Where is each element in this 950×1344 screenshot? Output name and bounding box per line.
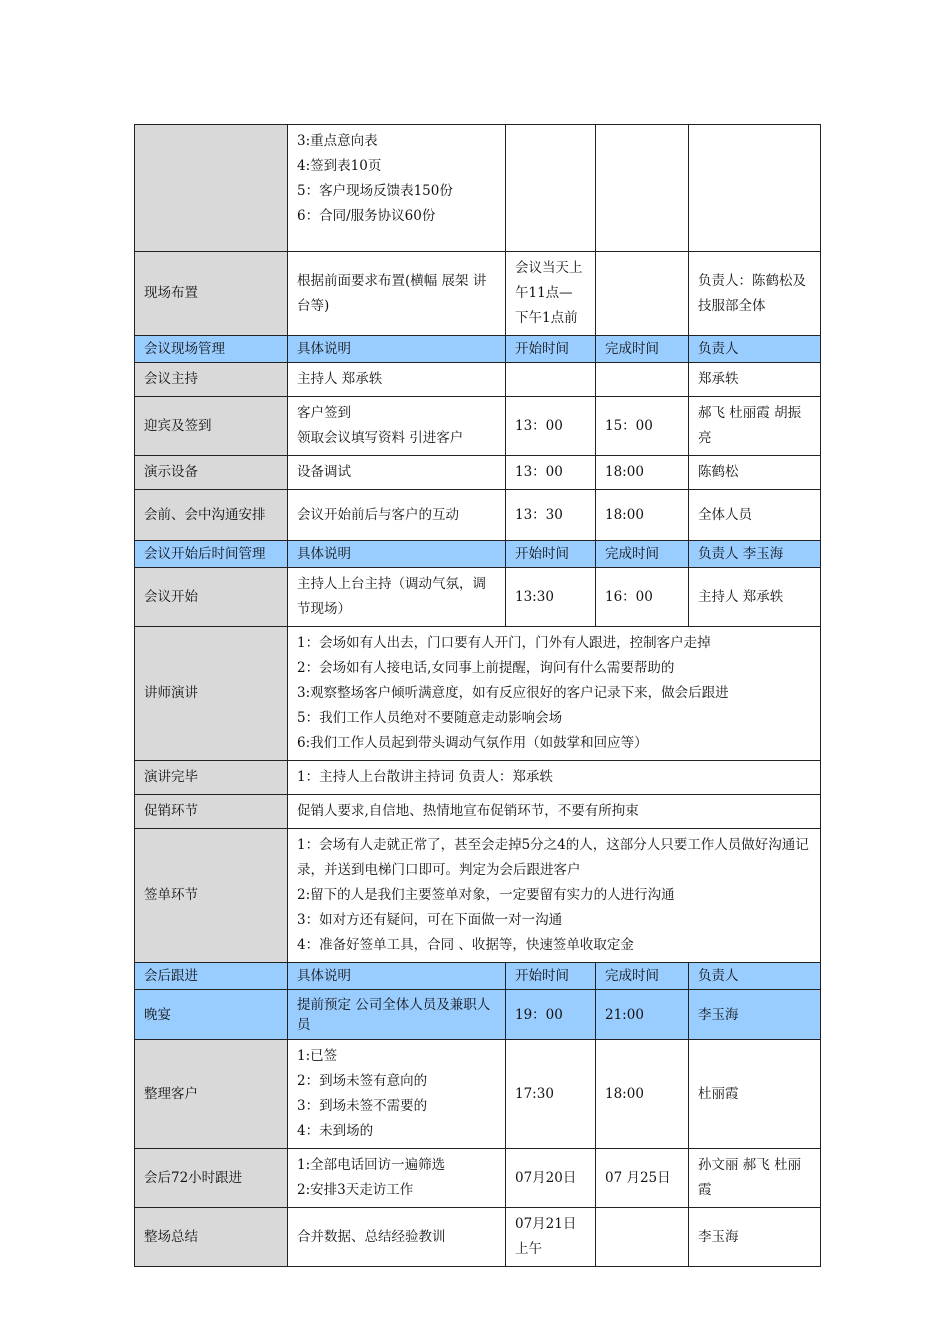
description-line: 2:留下的人是我们主要签单对象，一定要留有实力的人进行沟通	[297, 887, 675, 903]
description-line: 2：到场未签有意向的	[297, 1073, 428, 1089]
owner-cell: 孙文丽 郝飞 杜丽霞	[689, 1149, 821, 1208]
table-row	[135, 456, 821, 490]
row-label: 会议主持	[135, 363, 288, 397]
header-cell: 开始时间	[506, 336, 596, 363]
owner-cell: 负责人：陈鹤松及技服部全体	[689, 252, 821, 336]
description-cell	[288, 829, 821, 963]
start-time-cell: 13：30	[506, 490, 596, 541]
row-label: 迎宾及签到	[135, 397, 288, 456]
row-label: 会议现场管理	[135, 336, 288, 363]
description-line: 4：未到场的	[297, 1123, 374, 1139]
description-line: 根据前面要求布置(横幅 展架 讲台等)	[297, 272, 487, 314]
description-line: 5：我们工作人员绝对不要随意走动影响会场	[297, 710, 563, 726]
table-row	[135, 795, 821, 829]
owner-cell: 杜丽霞	[689, 1040, 821, 1149]
row-label: 晚宴	[135, 990, 288, 1040]
start-time-cell: 17:30	[506, 1040, 596, 1149]
description-cell	[288, 456, 506, 490]
end-time-cell: 15：00	[596, 397, 689, 456]
row-label: 会议开始后时间管理	[135, 541, 288, 568]
row-label: 促销环节	[135, 795, 288, 829]
row-label: 整场总结	[135, 1208, 288, 1267]
end-time-cell: 21:00	[596, 990, 689, 1040]
header-cell: 负责人 李玉海	[689, 541, 821, 568]
table-row	[135, 829, 821, 963]
description-line: 主持人 郑承轶	[297, 371, 383, 387]
description-line: 3：到场未签不需要的	[297, 1098, 428, 1114]
header-cell: 完成时间	[596, 336, 689, 363]
table-row	[135, 627, 821, 761]
start-time-cell	[506, 125, 596, 252]
row-label: 会后72小时跟进	[135, 1149, 288, 1208]
table-row	[135, 568, 821, 627]
table-row	[135, 252, 821, 336]
start-time-cell: 会议当天上午11点—下午1点前	[506, 252, 596, 336]
description-cell	[288, 627, 821, 761]
description-line: 提前预定 公司全体人员及兼职人员	[297, 996, 491, 1033]
end-time-cell: 18:00	[596, 1040, 689, 1149]
start-time-cell: 19：00	[506, 990, 596, 1040]
table-row	[135, 125, 821, 252]
end-time-cell	[596, 252, 689, 336]
table-row	[135, 963, 821, 990]
description-cell	[288, 1149, 506, 1208]
description-line: 客户签到	[297, 405, 351, 421]
row-label: 演示设备	[135, 456, 288, 490]
table-row	[135, 1208, 821, 1267]
description-line: 5：客户现场反馈表150份	[297, 183, 453, 199]
start-time-cell: 13:30	[506, 568, 596, 627]
end-time-cell: 18:00	[596, 490, 689, 541]
owner-cell: 郝飞 杜丽霞 胡振亮	[689, 397, 821, 456]
description-line: 主持人上台主持（调动气氛，调节现场）	[297, 576, 486, 617]
description-line: 1：主持人上台散讲主持词 负责人：郑承轶	[297, 769, 553, 785]
description-line: 合并数据、总结经验教训	[297, 1228, 446, 1245]
owner-cell: 陈鹤松	[689, 456, 821, 490]
table-row	[135, 761, 821, 795]
description-line: 会议开始前后与客户的互动	[297, 506, 459, 523]
row-label: 演讲完毕	[135, 761, 288, 795]
end-time-cell	[596, 125, 689, 252]
description-line: 4：准备好签单工具，合同 、收据等，快速签单收取定金	[297, 937, 634, 953]
end-time-cell: 07 月25日	[596, 1149, 689, 1208]
start-time-cell: 13：00	[506, 397, 596, 456]
row-label: 会前、会中沟通安排	[135, 490, 288, 541]
description-cell	[288, 125, 506, 252]
header-cell: 完成时间	[596, 541, 689, 568]
row-label: 整理客户	[135, 1040, 288, 1149]
header-cell: 完成时间	[596, 963, 689, 990]
description-line: 领取会议填写资料 引进客户	[297, 430, 464, 446]
row-label: 会议开始	[135, 568, 288, 627]
description-cell	[288, 363, 506, 397]
description-line: 2:安排3天走访工作	[297, 1182, 414, 1198]
row-label: 现场布置	[135, 252, 288, 336]
description-cell	[288, 252, 506, 336]
description-cell	[288, 1208, 506, 1267]
start-time-cell	[506, 363, 596, 397]
start-time-cell: 13：00	[506, 456, 596, 490]
table-row	[135, 1040, 821, 1149]
description-line: 3:重点意向表	[297, 133, 378, 149]
owner-cell: 主持人 郑承轶	[689, 568, 821, 627]
end-time-cell: 16：00	[596, 568, 689, 627]
schedule-table	[134, 124, 821, 1267]
header-cell: 负责人	[689, 336, 821, 363]
description-cell	[288, 795, 821, 829]
description-line: 6:我们工作人员起到带头调动气氛作用（如鼓掌和回应等）	[297, 735, 648, 751]
header-cell: 负责人	[689, 963, 821, 990]
description-line: 1：会场有人走就正常了，甚至会走掉5分之4的人，这部分人只要工作人员做好沟通记录，并送到电梯门口即可。判定为会后跟进客户	[297, 837, 809, 878]
table-row	[135, 1149, 821, 1208]
description-line: 促销人要求,自信地、热情地宣布促销环节，不要有所拘束	[297, 803, 639, 819]
header-cell: 具体说明	[288, 336, 506, 363]
table-row	[135, 490, 821, 541]
description-line: 3：如对方还有疑问，可在下面做一对一沟通	[297, 912, 563, 928]
table-row	[135, 336, 821, 363]
description-cell	[288, 1040, 506, 1149]
owner-cell: 全体人员	[689, 490, 821, 541]
description-line: 3:观察整场客户倾听满意度，如有反应很好的客户记录下来，做会后跟进	[297, 685, 729, 701]
description-line: 设备调试	[297, 464, 351, 480]
table-row	[135, 990, 821, 1040]
row-label	[135, 125, 288, 252]
owner-cell: 李玉海	[689, 990, 821, 1040]
owner-cell: 郑承轶	[689, 363, 821, 397]
row-label: 讲师演讲	[135, 627, 288, 761]
header-cell: 具体说明	[288, 541, 506, 568]
description-cell	[288, 397, 506, 456]
description-line: 4:签到表10页	[297, 158, 382, 174]
table-row	[135, 363, 821, 397]
header-cell: 开始时间	[506, 541, 596, 568]
header-cell: 开始时间	[506, 963, 596, 990]
start-time-cell: 07月21日上午	[506, 1208, 596, 1267]
description-cell	[288, 490, 506, 541]
description-line: 1:已签	[297, 1048, 338, 1064]
header-cell: 具体说明	[288, 963, 506, 990]
description-cell	[288, 990, 506, 1040]
owner-cell	[689, 125, 821, 252]
description-line: 2：会场如有人接电话,女同事上前提醒，询问有什么需要帮助的	[297, 660, 675, 676]
table-row	[135, 397, 821, 456]
start-time-cell: 07月20日	[506, 1149, 596, 1208]
table-row	[135, 541, 821, 568]
end-time-cell	[596, 1208, 689, 1267]
description-line: 1：会场如有人出去，门口要有人开门，门外有人跟进，控制客户走掉	[297, 635, 711, 651]
end-time-cell	[596, 363, 689, 397]
row-label: 签单环节	[135, 829, 288, 963]
description-cell	[288, 761, 821, 795]
description-line: 1:全部电话回访一遍筛选	[297, 1157, 446, 1173]
description-cell	[288, 568, 506, 627]
description-line: 6：合同/服务协议60份	[297, 208, 436, 224]
row-label: 会后跟进	[135, 963, 288, 990]
owner-cell: 李玉海	[689, 1208, 821, 1267]
end-time-cell: 18:00	[596, 456, 689, 490]
